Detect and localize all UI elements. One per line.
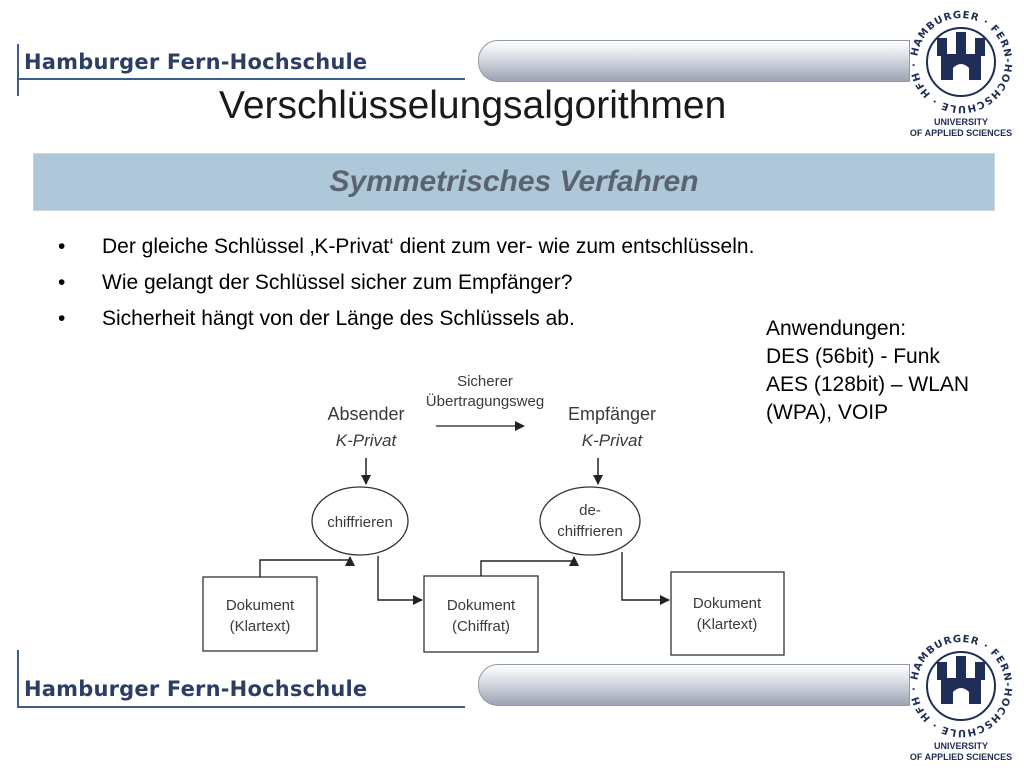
footer-decor-bar — [478, 664, 910, 706]
encrypt-label: chiffrieren — [327, 514, 393, 531]
doc3-line2: (Klartext) — [696, 616, 758, 633]
sender-key: K-Privat — [335, 431, 397, 450]
logo-university-line2: OF APPLIED SCIENCES — [909, 752, 1013, 762]
applications-line: DES (56bit) - Funk — [766, 345, 940, 368]
channel-label-line2: Übertragungsweg — [425, 393, 545, 410]
slide-subtitle: Symmetrisches Verfahren — [329, 165, 699, 198]
flow-encrypt-to-doc2 — [378, 556, 422, 600]
slide-title: Verschlüsselungsalgorithmen — [219, 84, 727, 127]
flow-decrypt-to-doc3 — [622, 552, 669, 600]
applications-heading: Anwendungen: — [766, 317, 907, 340]
flow-doc2-to-decrypt — [481, 557, 574, 576]
footer-vertical-rule — [17, 650, 19, 708]
decrypt-label-line1: de- — [579, 502, 601, 519]
logo-university-line1: UNIVERSITY — [933, 741, 988, 751]
decrypt-label-line2: chiffrieren — [557, 523, 623, 540]
channel-label-line1: Sicherer — [457, 373, 513, 390]
sender-label: Absender — [327, 404, 405, 424]
document-plaintext-target — [671, 572, 784, 655]
doc1-line2: (Klartext) — [229, 618, 291, 635]
bullet-dot: • — [58, 271, 66, 294]
doc3-line1: Dokument — [692, 595, 762, 612]
hfh-seal-icon — [905, 633, 1017, 739]
footer-school-name: Hamburger Fern-Hochschule — [24, 677, 368, 701]
doc2-line1: Dokument — [446, 597, 516, 614]
applications-line: (WPA), VOIP — [766, 401, 889, 424]
hfh-logo-bottom — [905, 633, 1017, 762]
document-plaintext-source — [203, 577, 317, 651]
bullet-text: Wie gelangt der Schlüssel sicher zum Empfänger? — [102, 271, 573, 294]
applications-line: AES (128bit) – WLAN — [766, 373, 970, 396]
logo-ring-text: HAMBURGER · FERN-HOCHSCHULE · HFH · — [908, 9, 1014, 115]
doc1-line1: Dokument — [225, 597, 295, 614]
logo-ring-text: HAMBURGER · FERN-HOCHSCHULE · HFH · — [908, 633, 1014, 739]
decrypt-node — [540, 487, 640, 555]
bullet-dot: • — [58, 235, 66, 258]
bullet-dot: • — [58, 307, 66, 330]
receiver-label: Empfänger — [567, 404, 657, 424]
bullet-text: Sicherheit hängt von der Länge des Schlüssels ab. — [102, 307, 575, 330]
logo-university-line1: UNIVERSITY — [933, 117, 988, 127]
doc2-line2: (Chiffrat) — [451, 618, 511, 635]
header-school-name: Hamburger Fern-Hochschule — [24, 50, 368, 74]
document-ciphertext — [424, 576, 538, 652]
flow-doc1-to-encrypt — [260, 557, 350, 577]
footer-horizontal-rule — [17, 706, 465, 708]
receiver-key: K-Privat — [581, 431, 643, 450]
bullet-text: Der gleiche Schlüssel ‚K-Privat‘ dient zum ver- wie zum entschlüsseln. — [102, 235, 755, 258]
logo-university-line2: OF APPLIED SCIENCES — [909, 128, 1013, 138]
